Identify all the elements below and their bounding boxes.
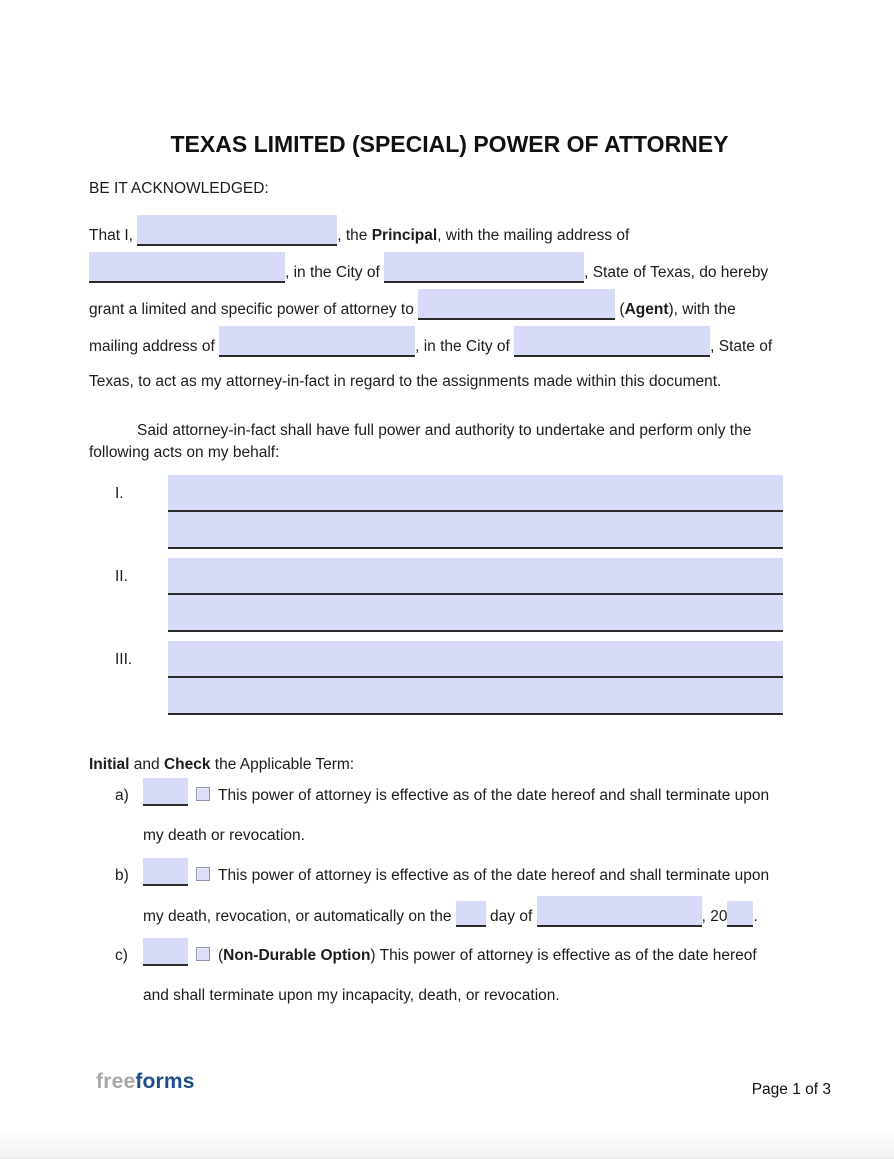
text-run: That I, bbox=[89, 227, 138, 244]
paragraph-line bbox=[89, 289, 810, 326]
text-run: the Applicable Term: bbox=[210, 756, 355, 773]
text-run: mailing address of bbox=[89, 338, 220, 355]
paragraph-line: following acts on my behalf: bbox=[89, 444, 280, 461]
bold-text-run: Initial bbox=[89, 756, 130, 773]
assignment-section-3 bbox=[89, 641, 810, 715]
paragraph-line bbox=[143, 896, 769, 936]
section-numeral: I. bbox=[115, 485, 124, 502]
paragraph-line bbox=[89, 363, 810, 400]
text-run: , State of bbox=[710, 338, 773, 355]
text-run: grant a limited and specific power of attorney to bbox=[89, 301, 419, 318]
assignment-section-2 bbox=[89, 558, 810, 632]
text-run: This power of attorney is effective as of the date hereof and shall terminate upon bbox=[218, 787, 770, 804]
text-run: ( bbox=[615, 301, 625, 318]
bold-text-run: Principal bbox=[371, 227, 438, 244]
form-blank-field[interactable] bbox=[219, 326, 415, 357]
section-blank-rows bbox=[168, 641, 783, 715]
term-label: a) bbox=[115, 787, 129, 804]
term-body bbox=[143, 936, 757, 1016]
paragraph-line bbox=[89, 326, 810, 363]
text-run: my death, revocation, or automatically on the bbox=[143, 908, 456, 925]
text-run: , in the City of bbox=[285, 264, 385, 281]
paragraph-line bbox=[89, 252, 810, 289]
term-item-a bbox=[89, 776, 810, 856]
form-blank-field[interactable] bbox=[537, 896, 702, 927]
bold-text-run: Check bbox=[163, 756, 211, 773]
logo-free-text: free bbox=[96, 1070, 136, 1093]
text-run: day of bbox=[485, 908, 537, 925]
section-numeral: II. bbox=[115, 568, 128, 585]
acknowledged-line: BE IT ACKNOWLEDGED: bbox=[89, 180, 269, 197]
page-number: Page 1 of 3 bbox=[751, 1081, 831, 1098]
text-run: my death or revocation. bbox=[143, 827, 305, 844]
terms-heading bbox=[89, 746, 810, 773]
section-blank-line[interactable] bbox=[168, 595, 783, 632]
paragraph-line: Said attorney-in-fact shall have full power and authority to undertake and perform only the bbox=[137, 422, 752, 439]
paragraph-line bbox=[143, 816, 769, 856]
section-blank-line[interactable] bbox=[168, 641, 783, 678]
bold-text-run: Non-Durable Option bbox=[223, 947, 371, 964]
checkbox-icon[interactable] bbox=[196, 867, 210, 881]
term-body bbox=[143, 776, 769, 856]
text-run: ( bbox=[218, 947, 224, 964]
text-run: This power of attorney is effective as of the date hereof and shall terminate upon bbox=[218, 867, 770, 884]
section-blank-line[interactable] bbox=[168, 558, 783, 595]
text-run: , with the mailing address of bbox=[437, 227, 630, 244]
freeforms-logo bbox=[96, 1070, 195, 1094]
paragraph-line bbox=[143, 776, 769, 816]
text-run: , in the City of bbox=[415, 338, 515, 355]
checkbox-icon[interactable] bbox=[196, 947, 210, 961]
form-blank-field[interactable] bbox=[418, 289, 615, 320]
text-run: and shall terminate upon my incapacity, death, or revocation. bbox=[143, 987, 560, 1004]
paragraph-line bbox=[89, 215, 810, 252]
term-body bbox=[143, 856, 769, 936]
term-label: b) bbox=[115, 867, 129, 884]
paragraph-line bbox=[143, 976, 757, 1016]
section-blank-rows bbox=[168, 558, 783, 632]
viewport-bottom-fade bbox=[0, 1130, 894, 1159]
section-blank-line[interactable] bbox=[168, 512, 783, 549]
section-blank-rows bbox=[168, 475, 783, 549]
text-run: , the bbox=[337, 227, 372, 244]
logo-forms-text: forms bbox=[135, 1070, 195, 1093]
bold-text-run: Agent bbox=[624, 301, 669, 318]
section-numeral: III. bbox=[115, 651, 133, 668]
initial-blank-field[interactable] bbox=[143, 778, 188, 806]
assignment-section-1 bbox=[89, 475, 810, 549]
text-run: ) This power of attorney is effective as of the date hereof bbox=[370, 947, 757, 964]
section-blank-line[interactable] bbox=[168, 678, 783, 715]
section-blank-line[interactable] bbox=[168, 475, 783, 512]
assignment-sections bbox=[89, 475, 810, 715]
initial-blank-field[interactable] bbox=[143, 938, 188, 966]
form-blank-field[interactable] bbox=[137, 215, 337, 246]
term-item-c bbox=[89, 936, 810, 1016]
initial-blank-field[interactable] bbox=[143, 858, 188, 886]
paragraph-line bbox=[143, 936, 757, 976]
authority-paragraph bbox=[89, 420, 810, 464]
intro-paragraph bbox=[89, 215, 810, 400]
paragraph-line bbox=[143, 856, 769, 896]
terms-list bbox=[89, 776, 810, 1016]
form-blank-field[interactable] bbox=[456, 901, 486, 927]
page-title: TEXAS LIMITED (SPECIAL) POWER OF ATTORNEY bbox=[170, 131, 729, 157]
form-blank-field[interactable] bbox=[89, 252, 285, 283]
form-blank-field[interactable] bbox=[384, 252, 584, 283]
text-run: and bbox=[129, 756, 164, 773]
term-label: c) bbox=[115, 947, 128, 964]
text-run: Texas, to act as my attorney-in-fact in regard to the assignments made within this document. bbox=[89, 373, 722, 390]
checkbox-icon[interactable] bbox=[196, 787, 210, 801]
text-run: ), with the bbox=[668, 301, 736, 318]
form-blank-field[interactable] bbox=[514, 326, 710, 357]
text-run: , 20 bbox=[701, 908, 728, 925]
form-blank-field[interactable] bbox=[727, 901, 753, 927]
text-run: . bbox=[753, 908, 758, 925]
term-item-b bbox=[89, 856, 810, 936]
text-run: , State of Texas, do hereby bbox=[584, 264, 769, 281]
